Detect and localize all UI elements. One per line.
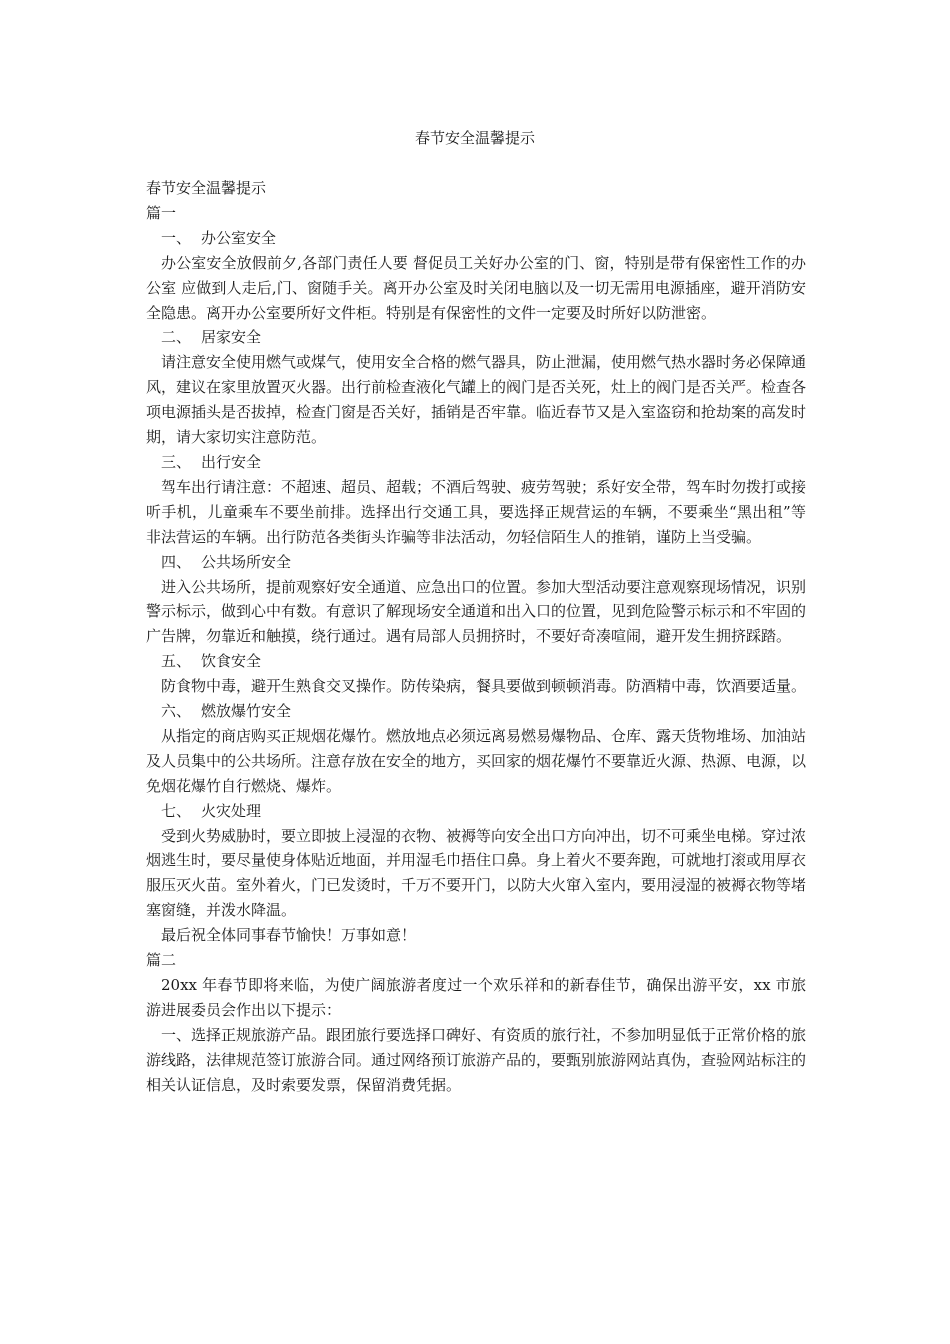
section-heading-5 <box>146 649 806 674</box>
section-body-1: 办公室安全放假前夕,各部门责任人要 督促员工关好办公室的门、窗，特别是带有保密性工作的办公室 应做到人走后,门、窗随手关。离开办公室及时关闭电脑以及一切无需用电源插座，避开消防安全隐患。离开办公室要所好文件柜。特别是有保密性的文件一定要及时所好以防泄密。 <box>146 253 806 322</box>
section-heading-text: 燃放爆竹安全 <box>201 702 292 721</box>
section-number: 七、 <box>161 801 192 820</box>
section-heading-6 <box>146 699 806 724</box>
section-heading-3 <box>146 450 806 475</box>
section-number: 六、 <box>161 702 192 721</box>
part2-intro: 20xx 年春节即将来临，为使广阔旅游者度过一个欢乐祥和的新春佳节，确保出游平安，xx 市旅游进展委员会作出以下提示： <box>146 976 806 1019</box>
section-heading-text: 饮食安全 <box>201 652 262 671</box>
section-body-7: 受到火势威胁时，要立即披上浸湿的衣物、被褥等向安全出口方向冲出，切不可乘坐电梯。穿过浓烟逃生时，要尽量使身体贴近地面，并用湿毛巾捂住口鼻。身上着火不要奔跑，可就地打滚或用厚衣服压灭火苗。室外着火，门已发烫时，千万不要开门，以防大火窜入室内，要用浸湿的被褥衣物等堵塞窗缝，并泼水降温。 <box>146 826 807 920</box>
section-body-4: 进入公共场所，提前观察好安全通道、应急出口的位置。参加大型活动要注意观察现场情况，识别警示标示，做到心中有数。有意识了解现场安全通道和出入口的位置，见到危险警示标示和不牢固的广告牌，勿靠近和触摸，绕行通过。遇有局部人员拥挤时，不要好奇凑喧闹，避开发生拥挤踩踏。 <box>146 577 807 646</box>
part-label-1: 篇一 <box>146 203 177 222</box>
section-number: 一、 <box>161 228 192 247</box>
section-body-6: 从指定的商店购买正规烟花爆竹。燃放地点必须远离易燃易爆物品、仓库、露天货物堆场、加油站及人员集中的公共场所。注意存放在安全的地方，买回家的烟花爆竹不要靠近火源、热源、电源，以免烟花爆竹自行燃烧、爆炸。 <box>146 726 807 795</box>
section-heading-1 <box>146 226 806 251</box>
document-subtitle: 春节安全温馨提示 <box>146 179 267 197</box>
part-label-2: 篇二 <box>146 951 177 970</box>
section-number: 四、 <box>161 552 192 571</box>
section-heading-7 <box>146 799 806 824</box>
section-body-2: 请注意安全使用燃气或煤气，使用安全合格的燃气器具，防止泄漏，使用燃气热水器时务必保障通风，建议在家里放置灭火器。出行前检查液化气罐上的阀门是否关死，灶上的阀门是否关严。检查各项电源插头是否拔掉，检查门窗是否关好，插销是否牢靠。临近春节又是入室盗窃和抢劫案的高发时期，请大家切实注意防范。 <box>146 353 807 447</box>
part2-item-1: 一、选择正规旅游产品。跟团旅行要选择口碑好、有资质的旅行社，不参加明显低于正常价格的旅游线路，法律规范签订旅游合同。通过网络预订旅游产品的，要甄别旅游网站真伪，查验网站标注的相关认证信息，及时索要发票，保留消费凭据。 <box>146 1025 807 1094</box>
closing-line: 最后祝全体同事春节愉快！万事如意！ <box>161 926 417 945</box>
section-heading-text: 火灾处理 <box>201 801 262 820</box>
section-number: 二、 <box>161 328 192 347</box>
section-heading-4 <box>146 550 806 575</box>
section-heading-text: 公共场所安全 <box>201 552 292 571</box>
document-body <box>146 176 806 1098</box>
section-number: 三、 <box>161 452 192 471</box>
section-body-3: 驾车出行请注意：不超速、超员、超载；不酒后驾驶、疲劳驾驶；系好安全带，驾车时勿拨打或接听手机，儿童乘车不要坐前排。选择出行交通工具，要选择正规营运的车辆，不要乘坐“黑出租”等非法营运的车辆。出行防范各类街头诈骗等非法活动，勿轻信陌生人的推销，谨防上当受骗。 <box>146 477 807 546</box>
document-title: 春节安全温馨提示 <box>414 129 535 147</box>
section-heading-text: 办公室安全 <box>201 228 277 247</box>
section-heading-text: 居家安全 <box>201 328 262 347</box>
section-heading-text: 出行安全 <box>201 452 262 471</box>
section-body-5: 防食物中毒，避开生熟食交叉操作。防传染病，餐具要做到顿顿消毒。防酒精中毒，饮酒要适量。 <box>161 677 807 696</box>
section-number: 五、 <box>161 652 192 671</box>
section-heading-2 <box>146 325 806 350</box>
